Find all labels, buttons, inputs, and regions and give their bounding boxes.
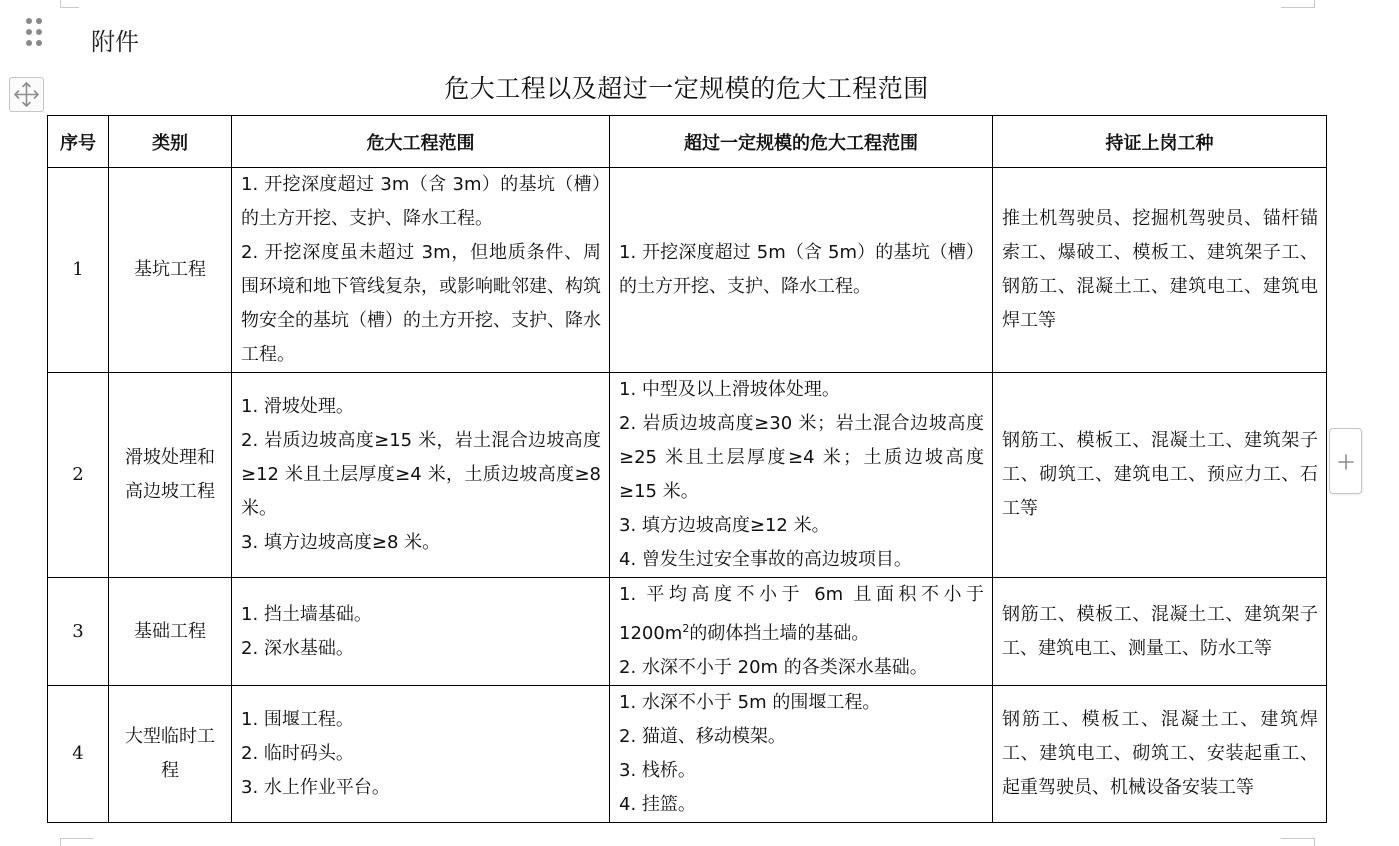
page-corner-mark-top-left: [60, 0, 79, 8]
list-item: 2. 深水基础。: [241, 637, 354, 659]
row-oversize-scope: [610, 686, 993, 823]
list-item: 4. 曾发生过安全事故的高边坡项目。: [619, 549, 912, 570]
list-item: 3. 水上作业平台。: [241, 777, 390, 798]
drag-handle-icon[interactable]: [26, 18, 44, 48]
header-category: 类别: [109, 116, 232, 168]
hazard-scope-table: [47, 115, 1327, 823]
table-row: [48, 168, 1327, 373]
list-item: 3. 填方边坡高度≥8 米。: [241, 532, 441, 553]
header-oversize-scope: 超过一定规模的危大工程范围: [610, 116, 993, 168]
list-item: 2. 岩质边坡高度≥15 米，岩土混合边坡高度≥12 米且土层厚度≥4 米，土质边坡高度≥8 米。: [241, 430, 601, 519]
row-certified-trades: 钢筋工、模板工、混凝土工、建筑焊工、建筑电工、砌筑工、安装起重工、起重驾驶员、机械设备安装工等: [993, 686, 1327, 823]
row-category: 滑坡处理和高边坡工程: [109, 373, 232, 578]
move-icon: [13, 81, 40, 108]
row-number: 4: [48, 686, 109, 823]
list-item: 2. 水深不小于 20m 的各类深水基础。: [619, 657, 928, 678]
row-oversize-scope: [610, 168, 993, 373]
list-item: 1. 水深不小于 5m 的围堰工程。: [619, 692, 881, 713]
plus-icon: [1338, 454, 1354, 470]
row-number: 1: [48, 168, 109, 373]
list-item: 3. 填方边坡高度≥12 米。: [619, 515, 830, 536]
row-category: 大型临时工程: [109, 686, 232, 823]
list-item: 2. 猫道、移动模架。: [619, 726, 786, 747]
list-item: 1. 滑坡处理。: [241, 396, 354, 417]
header-scope: 危大工程范围: [232, 116, 610, 168]
header-number: 序号: [48, 116, 109, 168]
row-certified-trades: 推土机驾驶员、挖掘机驾驶员、锚杆锚索工、爆破工、模板工、建筑架子工、钢筋工、混凝土工、建筑电工、建筑电焊工等: [993, 168, 1327, 373]
list-item: 2. 开挖深度虽未超过 3m，但地质条件、周围环境和地下管线复杂，或影响毗邻建、构筑物安全的基坑（槽）的土方开挖、支护、降水工程。: [241, 242, 601, 365]
row-scope: [232, 578, 610, 686]
list-item: 1. 开挖深度超过 5m（含 5m）的基坑（槽）的土方开挖、支护、降水工程。: [619, 242, 984, 297]
add-column-button[interactable]: [1329, 428, 1362, 494]
row-scope: [232, 373, 610, 578]
table-row: [48, 373, 1327, 578]
list-item: 1. 挡土墙基础。: [241, 603, 372, 625]
table-row: [48, 578, 1327, 686]
list-item: 3. 栈桥。: [619, 760, 696, 781]
list-item: 1. 中型及以上滑坡体处理。: [619, 379, 840, 400]
list-item-text: 的砌体挡土墙的基础。: [689, 623, 870, 644]
list-item: 4. 挂篮。: [619, 794, 696, 815]
table-move-handle[interactable]: [9, 77, 44, 112]
list-item: 2. 临时码头。: [241, 743, 354, 764]
list-item-text: 1. 平均高度不小于 6m 且面积不小于 1200m: [619, 584, 984, 644]
table-row: [48, 686, 1327, 823]
row-oversize-scope: [610, 373, 993, 578]
list-item: 1. 开挖深度超过 3m（含 3m）的基坑（槽）的土方开挖、支护、降水工程。: [241, 174, 601, 229]
row-oversize-scope: [610, 578, 993, 686]
row-certified-trades: 钢筋工、模板工、混凝土工、建筑架子工、建筑电工、测量工、防水工等: [993, 578, 1327, 686]
table-header-row: [48, 116, 1327, 168]
row-certified-trades: 钢筋工、模板工、混凝土工、建筑架子工、砌筑工、建筑电工、预应力工、石工等: [993, 373, 1327, 578]
row-number: 2: [48, 373, 109, 578]
row-category: 基坑工程: [109, 168, 232, 373]
row-scope: [232, 686, 610, 823]
header-certified-trades: 持证上岗工种: [993, 116, 1327, 168]
row-category: 基础工程: [109, 578, 232, 686]
list-item: [619, 578, 984, 651]
row-scope: [232, 168, 610, 373]
attachment-label: 附件: [91, 28, 139, 56]
page-corner-mark-top-right: [1281, 0, 1315, 8]
row-number: 3: [48, 578, 109, 686]
superscript: 2: [682, 622, 690, 635]
list-item: 1. 围堰工程。: [241, 709, 354, 730]
document-title: 危大工程以及超过一定规模的危大工程范围: [444, 74, 929, 103]
list-item: 2. 岩质边坡高度≥30 米；岩土混合边坡高度≥25 米且土层厚度≥4 米；土质边坡高度≥15 米。: [619, 413, 984, 502]
